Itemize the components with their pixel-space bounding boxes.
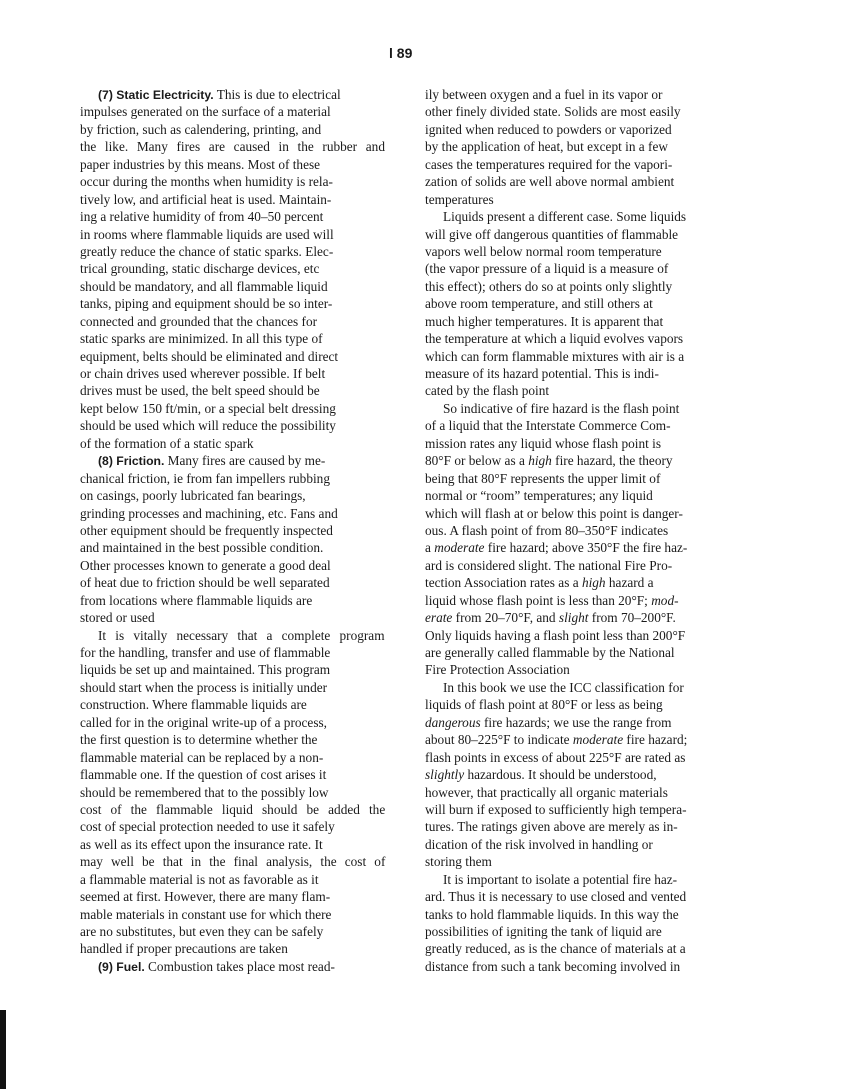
text-line — [80, 801, 385, 818]
text-line — [80, 400, 385, 417]
line-text: of the formation of a static spark — [80, 435, 254, 451]
text-line — [80, 103, 385, 120]
line-text: should be remembered that to the possibly low — [80, 784, 329, 800]
text-line — [80, 766, 385, 783]
line-text: tanks to hold flammable liquids. In this way the — [425, 906, 679, 922]
line-text: mable materials in constant use for which there — [80, 906, 332, 922]
text-line — [80, 731, 385, 748]
line-text: from locations where flammable liquids are — [80, 592, 313, 608]
line-text: from 70–200°F. — [588, 610, 676, 626]
text-line — [425, 871, 741, 888]
text-line — [80, 940, 385, 957]
text-line — [80, 208, 385, 225]
text-line — [80, 836, 385, 853]
text-line — [425, 86, 741, 103]
text-line — [80, 661, 385, 678]
line-text: as well as its effect upon the insurance rate. It — [80, 836, 323, 852]
text-line — [425, 452, 741, 469]
line-text: Combustion takes place most read- — [144, 958, 335, 974]
line-text: Liquids present a different case. Some liquids — [443, 209, 687, 225]
text-line — [425, 749, 741, 766]
line-text: Many fires are caused by me- — [164, 453, 326, 469]
emphasis-text: moderate — [572, 732, 624, 748]
line-text: about 80–225°F to indicate — [425, 732, 573, 748]
line-text: other finely divided state. Solids are most easily — [425, 104, 681, 120]
emphasis-text: high — [581, 575, 606, 591]
line-text: the like. Many fires are caused in the rubber and — [80, 139, 385, 155]
page-number: l 89 — [389, 45, 413, 61]
text-line — [425, 853, 741, 870]
text-line — [425, 173, 741, 190]
text-line — [80, 191, 385, 208]
line-text: fire hazard, the theory — [551, 453, 673, 469]
text-line — [425, 417, 741, 434]
line-text: greatly reduced, as is the chance of materials at a — [425, 941, 686, 957]
text-line — [80, 435, 385, 452]
text-line — [425, 906, 741, 923]
line-text: of a liquid that the Interstate Commerce Com- — [425, 418, 671, 434]
line-text: normal or “room” temperatures; any liquid — [425, 488, 653, 504]
line-text: ing a relative humidity of from 40–50 percent — [80, 209, 324, 225]
text-line — [425, 156, 741, 173]
line-text: stored or used — [80, 610, 155, 626]
line-text: should start when the process is initially under — [80, 679, 328, 695]
line-text: are generally called flammable by the National — [425, 645, 675, 660]
line-text: a — [425, 540, 435, 556]
emphasis-text: moderate — [434, 540, 485, 556]
line-text: hazard a — [605, 575, 654, 591]
text-line — [80, 505, 385, 522]
text-line — [80, 714, 385, 731]
line-text: zation of solids are well above normal ambient — [425, 174, 675, 190]
text-line — [425, 714, 741, 731]
line-text: It is vitally necessary that a complete program — [98, 627, 385, 643]
text-line — [425, 731, 741, 748]
text-line — [80, 574, 385, 591]
text-line — [80, 749, 385, 766]
text-line — [80, 452, 385, 469]
line-text: flammable material can be replaced by a non- — [80, 749, 324, 765]
text-line — [80, 627, 385, 644]
text-line — [425, 487, 741, 504]
line-text: handled if proper precautions are taken — [80, 941, 288, 957]
line-text: on casings, poorly lubricated fan bearings, — [80, 488, 306, 504]
line-text: distance from such a tank becoming involved in — [425, 958, 681, 974]
binding-shadow — [0, 1010, 6, 1089]
text-line — [425, 330, 741, 347]
line-text: flash points in excess of about 225°F are rated as — [425, 749, 686, 765]
line-text: are no substitutes, but even they can be safely — [80, 924, 324, 939]
line-text: equipment, belts should be eliminated and direct — [80, 348, 339, 364]
line-text: Only liquids having a flash point less than 200°F — [425, 627, 686, 643]
line-text: dication of the risk involved in handling or — [425, 836, 653, 852]
text-line — [425, 348, 741, 365]
line-text: 80°F or below as a — [425, 453, 529, 469]
text-line — [80, 818, 385, 835]
text-line — [80, 382, 385, 399]
line-text: impulses generated on the surface of a material — [80, 104, 331, 120]
line-text: for the handling, transfer and use of flammable — [80, 645, 331, 660]
line-text: may well be that in the final analysis, the cost of — [80, 854, 386, 870]
text-line — [425, 609, 741, 626]
section-heading: (9) Fuel. — [98, 959, 145, 974]
line-text: the first question is to determine whether the — [80, 732, 318, 748]
line-text: however, that practically all organic materials — [425, 784, 668, 800]
line-text: will burn if exposed to sufficiently high tempera- — [425, 801, 687, 817]
text-line — [80, 557, 385, 574]
line-text: which can form flammable mixtures with air is a — [425, 348, 685, 364]
text-line — [80, 295, 385, 312]
line-text: called for in the original write-up of a process, — [80, 714, 328, 730]
line-text: by the application of heat, but except in a few — [425, 139, 668, 155]
emphasis-text: erate — [425, 610, 453, 626]
text-line — [425, 661, 741, 678]
section-heading: (8) Friction. — [98, 454, 165, 469]
text-line — [80, 592, 385, 609]
line-text: construction. Where flammable liquids are — [80, 697, 307, 713]
line-text: a flammable material is not as favorable as it — [80, 871, 319, 887]
line-text: occur during the months when humidity is rela- — [80, 174, 333, 190]
text-line — [80, 243, 385, 260]
emphasis-text: mod- — [651, 592, 679, 608]
text-line — [425, 208, 741, 225]
line-text: seemed at first. However, there are many flam- — [80, 889, 331, 905]
text-line — [80, 644, 385, 661]
text-line — [425, 696, 741, 713]
text-line — [80, 260, 385, 277]
line-text: liquid whose flash point is less than 20°F; — [425, 592, 652, 608]
text-line — [425, 103, 741, 120]
text-line — [425, 435, 741, 452]
text-line — [425, 784, 741, 801]
text-line — [80, 539, 385, 556]
emphasis-text: high — [528, 453, 552, 469]
line-text: So indicative of fire hazard is the flash point — [443, 400, 680, 416]
text-line — [425, 766, 741, 783]
text-line — [80, 173, 385, 190]
line-text: temperatures — [425, 191, 494, 207]
text-line — [425, 278, 741, 295]
line-text: Other processes known to generate a good deal — [80, 557, 331, 573]
text-line — [425, 382, 741, 399]
line-text: liquids of flash point at 80°F or less as being — [425, 697, 663, 713]
right-column — [425, 86, 741, 975]
text-line — [80, 330, 385, 347]
text-line — [425, 226, 741, 243]
text-line — [80, 522, 385, 539]
line-text: grinding processes and machining, etc. Fans and — [80, 505, 338, 521]
text-line — [425, 836, 741, 853]
text-line — [425, 400, 741, 417]
text-line — [425, 138, 741, 155]
line-text: cost of the flammable liquid should be added the — [80, 801, 386, 817]
text-line — [425, 313, 741, 330]
line-text: paper industries by this means. Most of these — [80, 156, 321, 172]
line-text: It is important to isolate a potential fire haz- — [443, 871, 678, 887]
line-text: this effect); others do so at points only slightly — [425, 278, 673, 294]
line-text: above room temperature, and still others at — [425, 296, 653, 312]
line-text: measure of its hazard potential. This is indi- — [425, 366, 659, 381]
line-text: liquids be set up and maintained. This program — [80, 662, 331, 678]
line-text: tively low, and artificial heat is used. Maintain- — [80, 191, 332, 207]
line-text: kept below 150 ft/min, or a special belt dressing — [80, 400, 336, 416]
text-line — [425, 592, 741, 609]
line-text: ignited when reduced to powders or vaporized — [425, 121, 672, 137]
emphasis-text: slight — [558, 610, 589, 626]
text-line — [425, 627, 741, 644]
line-text: cost of special protection needed to use it safely — [80, 819, 335, 835]
line-text: should be used which will reduce the possibility — [80, 418, 336, 434]
line-text: trical grounding, static discharge devices, etc — [80, 261, 320, 277]
emphasis-text: dangerous — [425, 714, 481, 730]
line-text: static sparks are minimized. In all this type of — [80, 331, 323, 347]
line-text: possibilities of igniting the tank of liquid are — [425, 924, 662, 939]
text-line — [80, 696, 385, 713]
text-line — [425, 470, 741, 487]
text-line — [425, 557, 741, 574]
text-line — [80, 226, 385, 243]
text-line — [80, 348, 385, 365]
section-heading: (7) Static Electricity. — [98, 88, 214, 102]
text-line — [80, 923, 385, 940]
line-text: by friction, such as calendering, printing, and — [80, 121, 322, 137]
line-text: tures. The ratings given above are merely as in- — [425, 819, 678, 835]
text-line — [80, 853, 385, 870]
line-text: greatly reduce the chance of static sparks. Elec- — [80, 243, 334, 259]
text-line — [425, 121, 741, 138]
line-text: fire hazard; above 350°F the fire haz- — [484, 540, 688, 556]
line-text: drives must be used, the belt speed should be — [80, 383, 320, 399]
line-text: vapors well below normal room temperature — [425, 243, 662, 259]
emphasis-text: slightly — [425, 767, 465, 783]
text-line — [425, 191, 741, 208]
line-text: in rooms where flammable liquids are used will — [80, 226, 334, 242]
text-line — [80, 871, 385, 888]
text-line — [425, 522, 741, 539]
line-text: ous. A flash point of from 80–350°F indicates — [425, 522, 669, 538]
line-text: and maintained in the best possible condition. — [80, 540, 324, 556]
text-line — [425, 923, 741, 940]
line-text: fire hazards; we use the range from — [480, 714, 672, 730]
line-text: the temperature at which a liquid evolves vapors — [425, 331, 684, 347]
line-text: other equipment should be frequently inspected — [80, 522, 333, 538]
line-text: mission rates any liquid whose flash point is — [425, 435, 662, 451]
line-text: connected and grounded that the chances for — [80, 313, 318, 329]
text-line — [80, 313, 385, 330]
left-column — [80, 86, 385, 975]
line-text: tanks, piping and equipment should be so inter- — [80, 296, 333, 312]
text-line — [80, 278, 385, 295]
line-text: flammable one. If the question of cost arises it — [80, 767, 327, 783]
text-line — [425, 940, 741, 957]
text-line — [425, 505, 741, 522]
text-line — [80, 609, 385, 626]
text-line — [425, 539, 741, 556]
text-line — [80, 679, 385, 696]
line-text: cases the temperatures required for the vapori- — [425, 156, 673, 172]
text-line — [80, 906, 385, 923]
line-text: This is due to electrical — [213, 87, 341, 102]
line-text: Fire Protection Association — [425, 662, 570, 678]
line-text: or chain drives used wherever possible. If belt — [80, 366, 326, 381]
text-line — [425, 574, 741, 591]
line-text: which will flash at or below this point is danger- — [425, 505, 683, 521]
line-text: ard. Thus it is necessary to use closed and vented — [425, 889, 687, 905]
line-text: should be mandatory, and all flammable liquid — [80, 278, 328, 294]
line-text: chanical friction, ie from fan impellers rubbing — [80, 470, 330, 486]
line-text: (the vapor pressure of a liquid is a measure of — [425, 261, 669, 277]
text-line — [425, 801, 741, 818]
text-line — [425, 644, 741, 661]
text-line — [80, 365, 385, 382]
line-text: ard is considered slight. The national Fire Pro- — [425, 557, 673, 573]
line-text: storing them — [425, 854, 492, 870]
text-line — [80, 470, 385, 487]
text-line — [425, 679, 741, 696]
text-line — [80, 958, 385, 975]
text-line — [80, 888, 385, 905]
line-text: from 20–70°F, and — [452, 610, 559, 626]
line-text: will give off dangerous quantities of flammable — [425, 226, 679, 242]
text-line — [80, 121, 385, 138]
line-text: hazardous. It should be understood, — [464, 767, 657, 783]
line-text: tection Association rates as a — [425, 575, 582, 591]
line-text: of heat due to friction should be well separated — [80, 575, 330, 591]
text-line — [425, 243, 741, 260]
text-line — [80, 86, 385, 103]
text-line — [80, 156, 385, 173]
text-line — [425, 888, 741, 905]
text-line — [80, 138, 385, 155]
text-line — [80, 784, 385, 801]
text-line — [425, 365, 741, 382]
line-text: cated by the flash point — [425, 383, 550, 399]
text-line — [80, 487, 385, 504]
text-line — [425, 295, 741, 312]
line-text: fire hazard; — [623, 732, 688, 748]
line-text: In this book we use the ICC classification for — [443, 679, 684, 695]
text-line — [80, 417, 385, 434]
line-text: being that 80°F represents the upper limit of — [425, 470, 661, 486]
line-text: ily between oxygen and a fuel in its vapor or — [425, 87, 663, 102]
text-line — [425, 958, 741, 975]
line-text: much higher temperatures. It is apparent that — [425, 313, 664, 329]
text-line — [425, 818, 741, 835]
text-line — [425, 260, 741, 277]
